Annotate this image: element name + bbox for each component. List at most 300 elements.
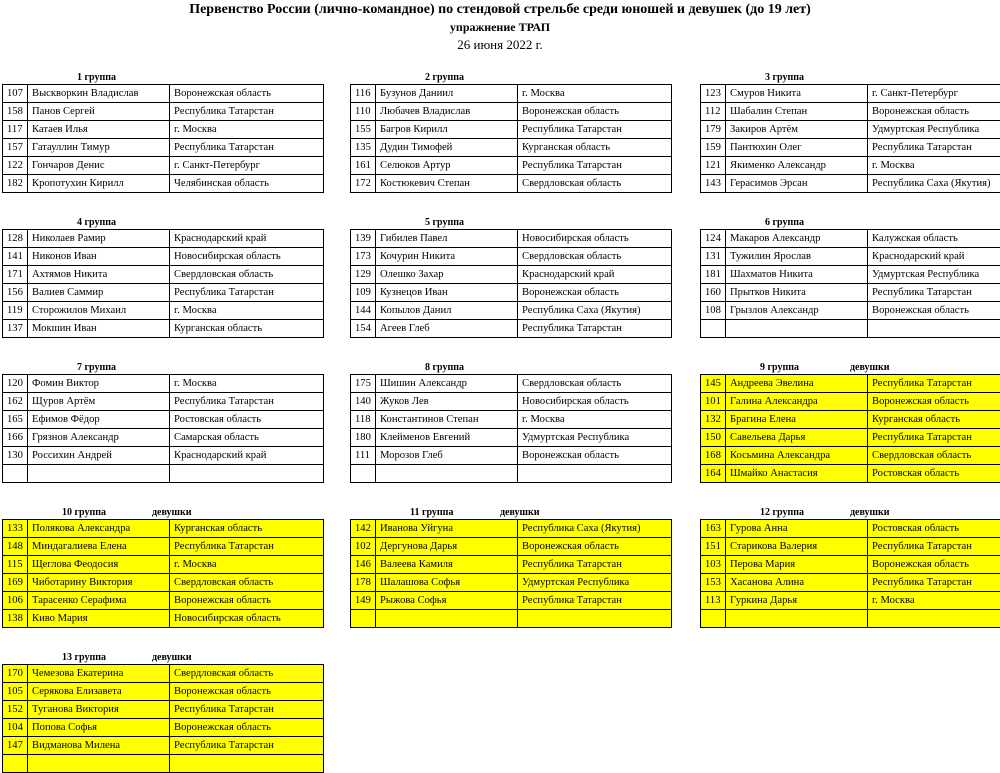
athlete-number: 128 <box>3 230 28 248</box>
table-row <box>701 465 1000 483</box>
athlete-number: 156 <box>3 284 28 302</box>
group-table <box>700 374 1000 483</box>
athlete-number: 161 <box>351 157 376 175</box>
athlete-region: Воронежская область <box>170 85 324 103</box>
athlete-region: Воронежская область <box>170 683 324 701</box>
athlete-region: Ростовская область <box>868 520 1000 538</box>
athlete-name: Любачев Владислав <box>376 103 518 121</box>
table-row <box>701 520 1000 538</box>
athlete-region: Ростовская область <box>868 465 1000 483</box>
group-table <box>700 84 1000 193</box>
group-table <box>700 229 1000 338</box>
table-row <box>701 574 1000 592</box>
athlete-region: Воронежская область <box>170 592 324 610</box>
athlete-region: Краснодарский край <box>170 230 324 248</box>
athlete-number: 175 <box>351 375 376 393</box>
athlete-region: г. Санкт-Петербург <box>868 85 1000 103</box>
table-row <box>351 610 672 628</box>
athlete-name: Клейменов Евгений <box>376 429 518 447</box>
athlete-number: 144 <box>351 302 376 320</box>
athlete-region: Удмуртская Республика <box>868 266 1000 284</box>
group-header <box>350 507 670 519</box>
group-sex-label: девушки <box>500 507 540 518</box>
table-row <box>701 85 1000 103</box>
athlete-number: 105 <box>3 683 28 701</box>
athlete-name: Кочурин Никита <box>376 248 518 266</box>
group-block <box>2 217 322 338</box>
athlete-region <box>868 610 1000 628</box>
group-block <box>350 217 670 338</box>
group-header <box>350 362 670 374</box>
athlete-name: Панов Сергей <box>28 103 170 121</box>
athlete-name <box>376 610 518 628</box>
athlete-name: Макаров Александр <box>726 230 868 248</box>
table-row <box>701 320 1000 338</box>
athlete-number: 132 <box>701 411 726 429</box>
athlete-name: Грязнов Александр <box>28 429 170 447</box>
athlete-name: Дергунова Дарья <box>376 538 518 556</box>
table-row <box>351 393 672 411</box>
table-row <box>3 85 324 103</box>
athlete-number: 142 <box>351 520 376 538</box>
athlete-region: Новосибирская область <box>170 248 324 266</box>
group-block <box>700 507 1000 628</box>
table-row <box>701 393 1000 411</box>
athlete-region: Курганская область <box>518 139 672 157</box>
athlete-number <box>701 610 726 628</box>
table-row <box>701 230 1000 248</box>
athlete-number: 145 <box>701 375 726 393</box>
group-sex-label: девушки <box>152 507 192 518</box>
table-row <box>701 447 1000 465</box>
athlete-region: Свердловская область <box>170 266 324 284</box>
athlete-region: Республика Татарстан <box>518 121 672 139</box>
athlete-number: 149 <box>351 592 376 610</box>
athlete-number: 182 <box>3 175 28 193</box>
athlete-number: 111 <box>351 447 376 465</box>
athlete-region: г. Москва <box>518 85 672 103</box>
group-title: 5 группа <box>425 217 464 228</box>
athlete-number: 104 <box>3 719 28 737</box>
athlete-region <box>170 465 324 483</box>
athlete-name: Галина Александра <box>726 393 868 411</box>
athlete-region: Свердловская область <box>518 248 672 266</box>
athlete-number: 181 <box>701 266 726 284</box>
athlete-region: Республика Татарстан <box>518 556 672 574</box>
athlete-region: Воронежская область <box>170 719 324 737</box>
athlete-name: Шмайко Анастасия <box>726 465 868 483</box>
table-row <box>351 266 672 284</box>
athlete-number: 113 <box>701 592 726 610</box>
group-sex-label: девушки <box>152 652 192 663</box>
athlete-region: Курганская область <box>170 320 324 338</box>
athlete-number: 124 <box>701 230 726 248</box>
athlete-name <box>726 610 868 628</box>
athlete-number: 110 <box>351 103 376 121</box>
group-header <box>700 362 1000 374</box>
group-title: 9 группа <box>760 362 799 373</box>
table-row <box>351 139 672 157</box>
athlete-region: Республика Татарстан <box>170 284 324 302</box>
group-header <box>2 217 322 229</box>
athlete-number: 103 <box>701 556 726 574</box>
table-row <box>701 556 1000 574</box>
athlete-number: 117 <box>3 121 28 139</box>
athlete-name <box>376 465 518 483</box>
table-row <box>701 121 1000 139</box>
athlete-number: 139 <box>351 230 376 248</box>
athlete-region: г. Москва <box>170 121 324 139</box>
athlete-region <box>868 320 1000 338</box>
athlete-name: Багров Кирилл <box>376 121 518 139</box>
group-block <box>700 217 1000 338</box>
athlete-region: Курганская область <box>170 520 324 538</box>
athlete-number: 116 <box>351 85 376 103</box>
athlete-region: Воронежская область <box>868 302 1000 320</box>
athlete-name: Копылов Данил <box>376 302 518 320</box>
athlete-name: Валеева Камиля <box>376 556 518 574</box>
group-header <box>700 217 1000 229</box>
athlete-number: 106 <box>3 592 28 610</box>
athlete-name: Селюков Артур <box>376 157 518 175</box>
athlete-region: Республика Татарстан <box>170 538 324 556</box>
exercise-label: упражнение ТРАП <box>449 20 551 34</box>
table-row <box>701 302 1000 320</box>
table-row <box>701 375 1000 393</box>
athlete-name: Жуков Лев <box>376 393 518 411</box>
athlete-number: 119 <box>3 302 28 320</box>
table-row <box>351 538 672 556</box>
group-block <box>700 72 1000 193</box>
athlete-name: Перова Мария <box>726 556 868 574</box>
table-row <box>3 520 324 538</box>
athlete-number: 171 <box>3 266 28 284</box>
athlete-region: Воронежская область <box>868 556 1000 574</box>
table-row <box>701 266 1000 284</box>
table-row <box>3 266 324 284</box>
athlete-name: Щеглова Феодосия <box>28 556 170 574</box>
athlete-name: Агеев Глеб <box>376 320 518 338</box>
table-row <box>3 393 324 411</box>
athlete-region: г. Москва <box>868 157 1000 175</box>
table-row <box>3 157 324 175</box>
athlete-region: Республика Татарстан <box>868 284 1000 302</box>
athlete-name: Старикова Валерия <box>726 538 868 556</box>
athlete-region: Республика Саха (Якутия) <box>518 520 672 538</box>
athlete-number: 115 <box>3 556 28 574</box>
athlete-number: 140 <box>351 393 376 411</box>
table-row <box>3 175 324 193</box>
table-row <box>3 248 324 266</box>
table-row <box>351 520 672 538</box>
athlete-name: Андреева Эвелина <box>726 375 868 393</box>
table-row <box>701 248 1000 266</box>
athlete-name <box>726 320 868 338</box>
table-row <box>3 375 324 393</box>
athlete-region: Свердловская область <box>518 375 672 393</box>
athlete-name: Кузнецов Иван <box>376 284 518 302</box>
group-title: 3 группа <box>765 72 804 83</box>
group-table <box>350 84 672 193</box>
athlete-region: Свердловская область <box>518 175 672 193</box>
group-table <box>350 229 672 338</box>
athlete-name: Гурова Анна <box>726 520 868 538</box>
athlete-region: Воронежская область <box>868 393 1000 411</box>
athlete-name: Выскворкин Владислав <box>28 85 170 103</box>
table-row <box>351 375 672 393</box>
athlete-region: Республика Татарстан <box>170 393 324 411</box>
table-row <box>351 302 672 320</box>
athlete-region: Республика Татарстан <box>518 320 672 338</box>
athlete-number: 129 <box>351 266 376 284</box>
athlete-region: Новосибирская область <box>170 610 324 628</box>
table-row <box>351 121 672 139</box>
athlete-name: Ефимов Фёдор <box>28 411 170 429</box>
table-row <box>351 230 672 248</box>
athlete-name: Хасанова Алина <box>726 574 868 592</box>
athlete-name: Серякова Елизавета <box>28 683 170 701</box>
group-table <box>2 374 324 483</box>
athlete-number: 154 <box>351 320 376 338</box>
athlete-name: Герасимов Эрсан <box>726 175 868 193</box>
group-title: 10 группа <box>62 507 106 518</box>
table-row <box>3 719 324 737</box>
group-title: 11 группа <box>410 507 454 518</box>
athlete-number: 150 <box>701 429 726 447</box>
athlete-name: Смуров Никита <box>726 85 868 103</box>
athlete-name: Мокшин Иван <box>28 320 170 338</box>
athlete-name: Тарасенко Серафима <box>28 592 170 610</box>
athlete-region: Калужская область <box>868 230 1000 248</box>
athlete-name: Чиботарину Виктория <box>28 574 170 592</box>
athlete-region: Свердловская область <box>170 574 324 592</box>
athlete-number <box>3 755 28 773</box>
table-row <box>3 592 324 610</box>
date-label: 26 июня 2022 г. <box>457 37 543 52</box>
athlete-region: Республика Саха (Якутия) <box>518 302 672 320</box>
athlete-number: 160 <box>701 284 726 302</box>
athlete-name: Прытков Никита <box>726 284 868 302</box>
athlete-name: Фомин Виктор <box>28 375 170 393</box>
athlete-number: 151 <box>701 538 726 556</box>
athlete-name: Закиров Артём <box>726 121 868 139</box>
athlete-number: 112 <box>701 103 726 121</box>
athlete-name: Николаев Рамир <box>28 230 170 248</box>
athlete-region: г. Москва <box>170 556 324 574</box>
athlete-number: 120 <box>3 375 28 393</box>
athlete-region: Республика Татарстан <box>170 103 324 121</box>
athlete-number: 108 <box>701 302 726 320</box>
athlete-region: Воронежская область <box>518 447 672 465</box>
table-row <box>701 139 1000 157</box>
athlete-region: Республика Татарстан <box>868 574 1000 592</box>
group-block <box>2 362 322 483</box>
athlete-region: Ростовская область <box>170 411 324 429</box>
group-title: 4 группа <box>77 217 116 228</box>
group-table <box>2 84 324 193</box>
athlete-name: Видманова Милена <box>28 737 170 755</box>
athlete-number: 123 <box>701 85 726 103</box>
athlete-number: 164 <box>701 465 726 483</box>
athlete-number: 133 <box>3 520 28 538</box>
athlete-number: 173 <box>351 248 376 266</box>
athlete-number: 179 <box>701 121 726 139</box>
table-row <box>351 157 672 175</box>
athlete-number <box>351 610 376 628</box>
athlete-number: 138 <box>3 610 28 628</box>
athlete-region: Удмуртская Республика <box>518 574 672 592</box>
athlete-name: Щуров Артём <box>28 393 170 411</box>
group-table <box>2 519 324 628</box>
table-row <box>351 556 672 574</box>
athlete-number: 153 <box>701 574 726 592</box>
table-row <box>3 683 324 701</box>
athlete-number: 121 <box>701 157 726 175</box>
athlete-region: г. Москва <box>518 411 672 429</box>
athlete-number: 141 <box>3 248 28 266</box>
athlete-number: 102 <box>351 538 376 556</box>
athlete-name: Савельева Дарья <box>726 429 868 447</box>
athlete-name: Киво Мария <box>28 610 170 628</box>
table-row <box>3 103 324 121</box>
group-title: 2 группа <box>425 72 464 83</box>
table-row <box>3 302 324 320</box>
athlete-number: 158 <box>3 103 28 121</box>
athlete-number: 135 <box>351 139 376 157</box>
table-row <box>351 320 672 338</box>
athlete-number: 159 <box>701 139 726 157</box>
table-row <box>701 538 1000 556</box>
group-block <box>2 652 322 773</box>
athlete-name: Шишин Александр <box>376 375 518 393</box>
athlete-region: Самарская область <box>170 429 324 447</box>
athlete-number: 152 <box>3 701 28 719</box>
group-header <box>350 217 670 229</box>
athlete-name: Гончаров Денис <box>28 157 170 175</box>
table-row <box>3 411 324 429</box>
table-row <box>701 610 1000 628</box>
group-block <box>2 507 322 628</box>
group-block <box>350 72 670 193</box>
group-header <box>350 72 670 84</box>
athlete-name: Олешко Захар <box>376 266 518 284</box>
table-row <box>351 465 672 483</box>
athlete-number: 118 <box>351 411 376 429</box>
athlete-number: 107 <box>3 85 28 103</box>
table-row <box>3 538 324 556</box>
athlete-region: Воронежская область <box>518 538 672 556</box>
athlete-region: Новосибирская область <box>518 393 672 411</box>
athlete-name: Якименко Александр <box>726 157 868 175</box>
athlete-number: 122 <box>3 157 28 175</box>
group-sex-label: девушки <box>850 507 890 518</box>
table-row <box>701 429 1000 447</box>
athlete-region: Республика Саха (Якутия) <box>868 175 1000 193</box>
group-header <box>2 362 322 374</box>
athlete-number: 162 <box>3 393 28 411</box>
athlete-number: 155 <box>351 121 376 139</box>
athlete-region: Новосибирская область <box>518 230 672 248</box>
athlete-name: Гибилев Павел <box>376 230 518 248</box>
athlete-name: Косьмина Александра <box>726 447 868 465</box>
table-row <box>3 701 324 719</box>
table-row <box>701 175 1000 193</box>
table-row <box>3 465 324 483</box>
athlete-region: Республика Татарстан <box>170 737 324 755</box>
athlete-name: Гатауллин Тимур <box>28 139 170 157</box>
group-title: 13 группа <box>62 652 106 663</box>
athlete-number: 180 <box>351 429 376 447</box>
athlete-number: 165 <box>3 411 28 429</box>
athlete-number: 172 <box>351 175 376 193</box>
group-title: 1 группа <box>77 72 116 83</box>
table-row <box>3 610 324 628</box>
table-row <box>701 103 1000 121</box>
athlete-name: Ахтямов Никита <box>28 266 170 284</box>
athlete-region: Республика Татарстан <box>170 139 324 157</box>
athlete-name: Сторожилов Михаил <box>28 302 170 320</box>
athlete-region: Республика Татарстан <box>868 375 1000 393</box>
table-row <box>351 85 672 103</box>
athlete-number: 169 <box>3 574 28 592</box>
table-row <box>3 556 324 574</box>
athlete-region: Свердловская область <box>868 447 1000 465</box>
athlete-region: Челябинская область <box>170 175 324 193</box>
athlete-name: Костюкевич Степан <box>376 175 518 193</box>
table-row <box>3 447 324 465</box>
athlete-region: г. Санкт-Петербург <box>170 157 324 175</box>
group-block <box>350 362 670 483</box>
table-row <box>3 665 324 683</box>
athlete-region: Воронежская область <box>868 103 1000 121</box>
athlete-name: Россихин Андрей <box>28 447 170 465</box>
group-table <box>350 374 672 483</box>
athlete-number: 131 <box>701 248 726 266</box>
athlete-name: Дудин Тимофей <box>376 139 518 157</box>
athlete-name: Гуркина Дарья <box>726 592 868 610</box>
athlete-region: Республика Татарстан <box>868 429 1000 447</box>
athlete-number: 147 <box>3 737 28 755</box>
group-header <box>2 652 322 664</box>
table-row <box>3 320 324 338</box>
athlete-region: Республика Татарстан <box>518 592 672 610</box>
athlete-region: Краснодарский край <box>518 266 672 284</box>
table-row <box>351 248 672 266</box>
athlete-name: Никонов Иван <box>28 248 170 266</box>
table-row <box>351 411 672 429</box>
table-row <box>3 737 324 755</box>
group-table <box>350 519 672 628</box>
athlete-region: Республика Татарстан <box>868 139 1000 157</box>
table-row <box>351 592 672 610</box>
athlete-name <box>28 465 170 483</box>
athlete-region: Республика Татарстан <box>170 701 324 719</box>
athlete-number: 157 <box>3 139 28 157</box>
table-row <box>351 284 672 302</box>
table-row <box>701 284 1000 302</box>
athlete-region: Курганская область <box>868 411 1000 429</box>
athlete-name: Валиев Саммир <box>28 284 170 302</box>
athlete-number: 146 <box>351 556 376 574</box>
table-row <box>351 574 672 592</box>
athlete-number: 166 <box>3 429 28 447</box>
athlete-region <box>518 610 672 628</box>
athlete-region: Краснодарский край <box>170 447 324 465</box>
page-title: Первенство России (лично-командное) по стендовой стрельбе среди юношей и девушек (до 19 лет) <box>189 2 811 17</box>
table-row <box>3 429 324 447</box>
athlete-name: Катаев Илья <box>28 121 170 139</box>
athlete-number: 137 <box>3 320 28 338</box>
